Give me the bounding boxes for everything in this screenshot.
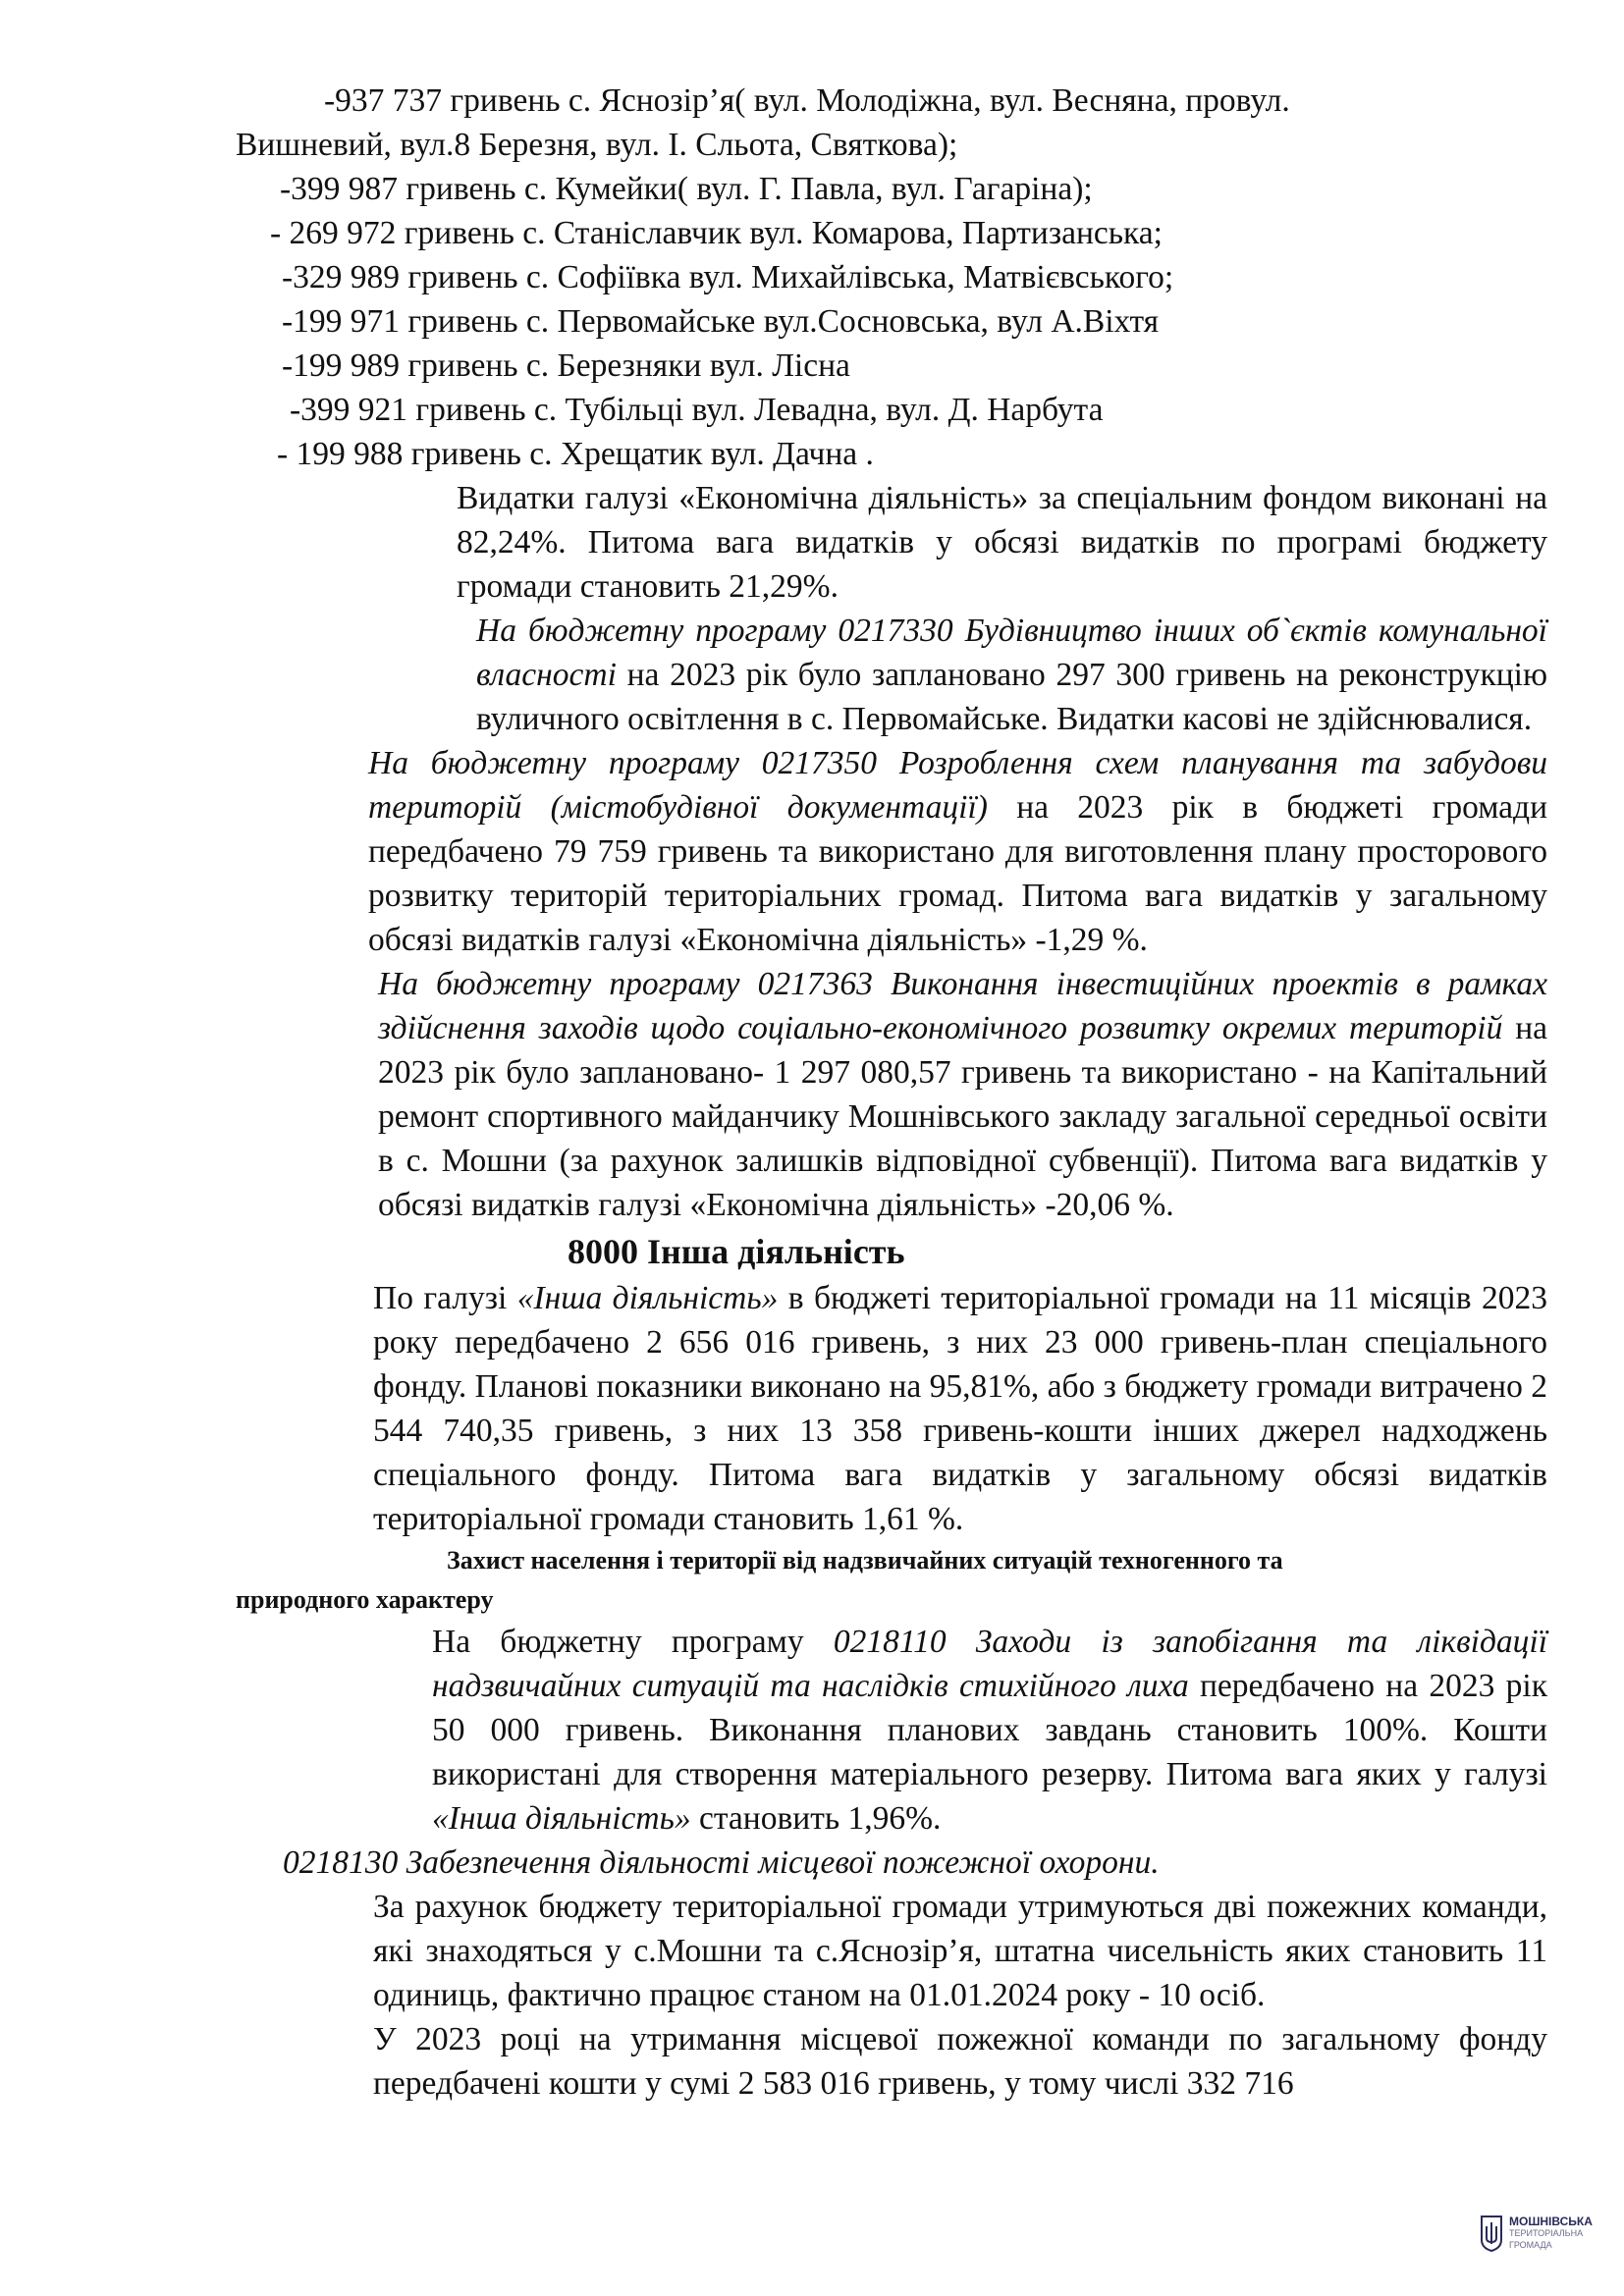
trident-emblem-icon xyxy=(1480,2215,1503,2252)
list-item-yasnozirya: -937 737 гривень с. Яснозір’я( вул. Молодіжна, вул. Весняна, провул. xyxy=(324,82,1290,119)
logo-subtitle-2: ГРОМАДА xyxy=(1509,2240,1552,2250)
list-item-tubiltsi: -399 921 гривень с. Тубільці вул. Левадна, вул. Д. Нарбута xyxy=(290,392,1104,428)
paragraph-program-8110: На бюджетну програму 0218110 Заходи із запобігання та ліквідації надзвичайних ситуацій та наслідків стихійного лиха передбачено на 2023 рік 50 000 гривень. Виконання планових завдань становить 100%. Кошти використані для створення матеріального резерву. Питома вага яких у галузі «Інша діяльність» становить 1,96%. xyxy=(432,1624,1548,1837)
list-item-khreshchatyk: - 199 988 гривень с. Хрещатик вул. Дачна . xyxy=(277,436,874,472)
paragraph-special-fund: Видатки галузі «Економічна діяльність» за спеціальним фондом виконані на 82,24%. Питома вага видатків у обсязі видатків по програмі бюджету громади становить 21,29%. xyxy=(457,480,1547,605)
paragraph-program-7350: На бюджетну програму 0217350 Розроблення схем планування та забудови територій (містобудівної документації) на 2023 рік в бюджеті громади передбачено 79 759 гривень та використано для виготовлення плану просторового розвитку територій територіальних громад. Питома вага видатків у загальному обсязі видатків галузі «Економічна діяльність» -1,29 %. xyxy=(368,745,1547,958)
list-item-yasnozirya-cont: Вишневий, вул.8 Березня, вул. І. Сльота, Святкова); xyxy=(236,127,958,163)
subheading-civil-protection: Захист населення і території від надзвичайних ситуацій техногенного та природного характеру xyxy=(236,1546,1283,1614)
paragraph-2023-funding: У 2023 році на утримання місцевої пожежної команди по загальному фонду передбачені кошти у сумі 2 583 016 гривень, у тому числі 332 716 xyxy=(373,2021,1547,2102)
list-item-kumeiky: -399 987 гривень с. Кумейки( вул. Г. Павла, вул. Гагаріна); xyxy=(280,171,1093,207)
program-8130-title: 0218130 Забезпечення діяльності місцевої пожежної охорони. xyxy=(283,1844,1160,1881)
document-page xyxy=(236,79,1547,2106)
logo-title: МОШНІВСЬКА xyxy=(1509,2215,1593,2228)
community-logo xyxy=(1480,2215,1593,2252)
paragraph-fire-teams: За рахунок бюджету територіальної громади утримуються дві пожежних команди, які знаходяться у с.Мошни та с.Яснозір’я, штатна чисельність яких становить 11 одиниць, фактично працює станом на 01.01.2024 року - 10 осіб. xyxy=(373,1889,1547,2013)
list-item-sofiivka: -329 989 гривень с. Софіївка вул. Михайлівська, Матвієвського; xyxy=(282,259,1174,295)
list-item-stanislavchyk: - 269 972 гривень с. Станіславчик вул. Комарова, Партизанська; xyxy=(270,215,1163,251)
section-heading-8000: 8000 Інша діяльність xyxy=(568,1232,905,1271)
list-item-bereznyaky: -199 989 гривень с. Березняки вул. Лісна xyxy=(282,347,850,384)
paragraph-other-activity: По галузі «Інша діяльність» в бюджеті територіальної громади на 11 місяців 2023 року передбачено 2 656 016 гривень, з них 23 000 гривень-план спеціального фонду. Планові показники виконано на 95,81%, або з бюджету громади витрачено 2 544 740,35 гривень, з них 13 358 гривень-кошти інших джерел надходжень спеціального фонду. Питома вага видатків у загальному обсязі видатків територіальної громади становить 1,61 %. xyxy=(373,1280,1547,1537)
list-item-pervomaiske: -199 971 гривень с. Первомайське вул.Сосновська, вул А.Віхтя xyxy=(282,303,1160,340)
paragraph-program-7363: На бюджетну програму 0217363 Виконання інвестиційних проектів в рамках здійснення заходів щодо соціально-економічного розвитку окремих територій на 2023 рік було заплановано- 1 297 080,57 гривень та використано - на Капітальний ремонт спортивного майданчику Мошнівського закладу загальної середньої освіти в с. Мошни (за рахунок залишків відповідної субвенції). Питома вага видатків у обсязі видатків галузі «Економічна діяльність» -20,06 %. xyxy=(378,966,1548,1223)
paragraph-program-7330: На бюджетну програму 0217330 Будівництво інших об`єктів комунальної власності на 2023 рік було заплановано 297 300 гривень на реконструкцію вуличного освітлення в с. Первомайське. Видатки касові не здійснювалися. xyxy=(476,613,1547,737)
logo-subtitle-1: ТЕРИТОРІАЛЬНА xyxy=(1509,2228,1584,2238)
